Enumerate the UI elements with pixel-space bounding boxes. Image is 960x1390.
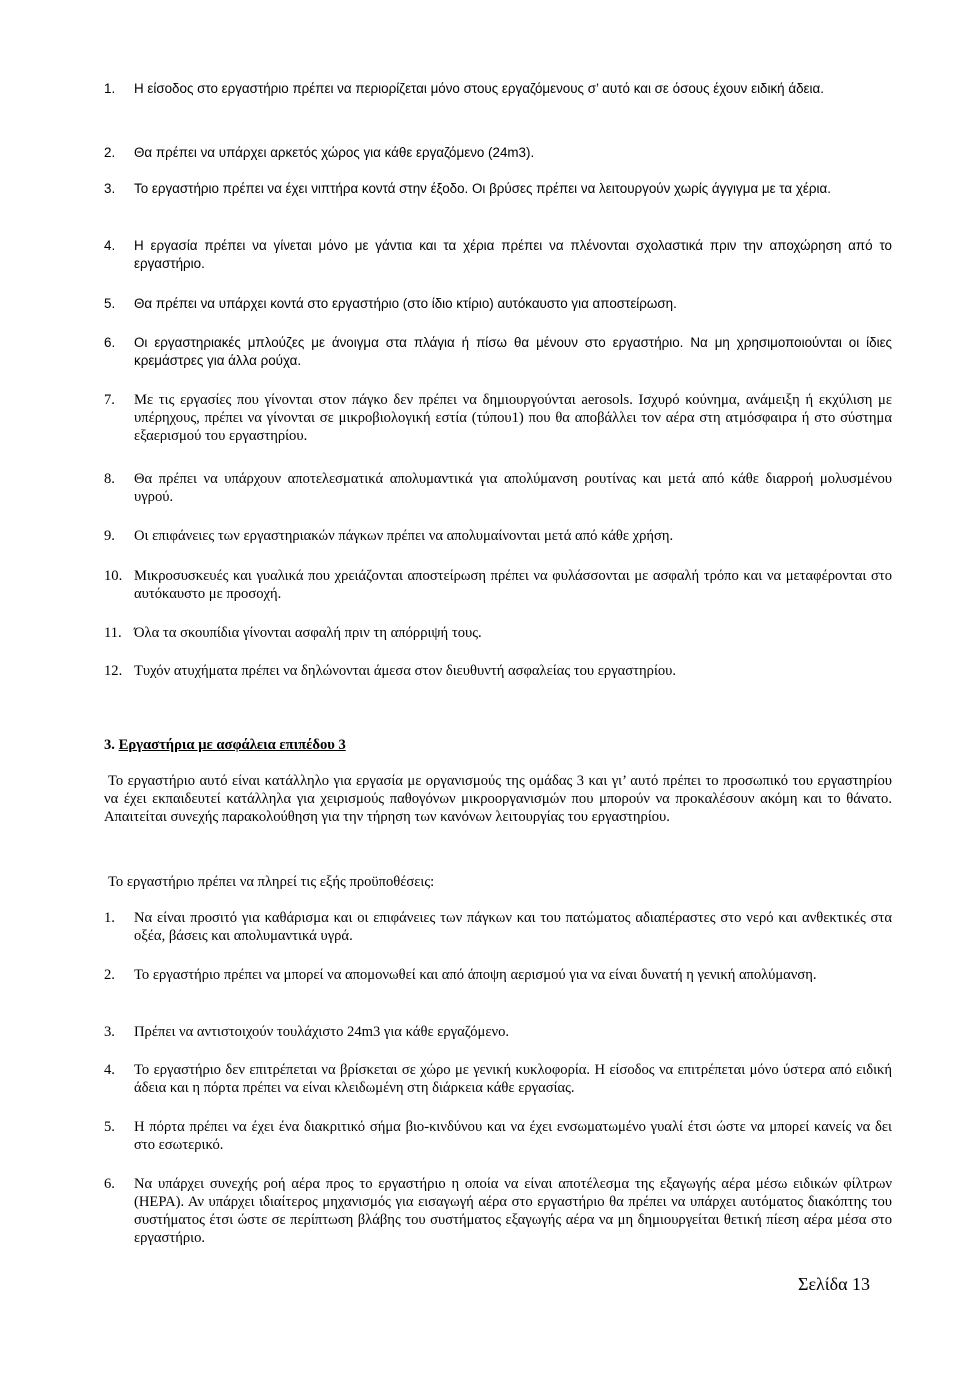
list-item	[104, 391, 892, 445]
list-number: 3.	[104, 181, 116, 196]
list-text: Θα πρέπει να υπάρχει κοντά στο εργαστήριο (στο ίδιο κτίριο) αυτόκαυστο για αποστείρωση.	[134, 296, 677, 311]
section-number: 3.	[104, 737, 115, 753]
list-text: Να είναι προσιτό για καθάρισμα και οι επιφάνειες των πάγκων και του πατώματος αδιαπέραστες στο νερό και ανθεκτικές στα οξέα, βάσεις και απολυμαντικά υγρά.	[134, 910, 892, 944]
list-number: 5.	[104, 1119, 115, 1135]
list-text: Το εργαστήριο πρέπει να μπορεί να απομονωθεί και από άποψη αερισμού για να είναι δυνατή η γενική απολύμανση.	[134, 967, 817, 983]
list-number: 2.	[104, 967, 115, 983]
list-item	[104, 1175, 892, 1247]
list-number: 7.	[104, 392, 115, 408]
list-text: Θα πρέπει να υπάρχει αρκετός χώρος για κάθε εργαζόμενο (24m3).	[134, 145, 535, 160]
list-item	[104, 1118, 892, 1154]
section-intro: Το εργαστήριο αυτό είναι κατάλληλο για εργασία με οργανισμούς της ομάδας 3 και γι’ αυτό πρέπει το προσωπικό του εργαστηρίου να έχει εκπαιδευτεί κατάλληλα για χειρισμούς παθογόνων μικροοργανισμών που μπορούν να προκαλέσουν ακόμη και το θάνατο. Απαιτείται συνεχής παρακολούθηση για την τήρηση των κανόνων λειτουργίας του εργαστηρίου.	[104, 773, 892, 825]
list-number: 1.	[104, 81, 116, 96]
list-text: Οι εργαστηριακές μπλούζες με άνοιγμα στα πλάγια ή πίσω θα μένουν στο εργαστήριο. Να μη χρησιμοποιούνται οι ίδιες κρεμάστρες για άλλα ρούχα.	[134, 335, 892, 368]
section-title: Εργαστήρια με ασφάλεια επιπέδου 3	[118, 737, 346, 753]
list-item	[104, 909, 892, 945]
list-number: 4.	[104, 238, 116, 253]
list-text: Πρέπει να αντιστοιχούν τουλάχιστο 24m3 για κάθε εργαζόμενο.	[134, 1024, 510, 1040]
list-item	[104, 180, 892, 198]
list-number: 11.	[104, 625, 122, 641]
list-item	[104, 334, 892, 370]
list-number: 10.	[104, 568, 123, 584]
list-item	[104, 1023, 892, 1041]
list-item	[104, 624, 892, 642]
list-text: Τυχόν ατυχήματα πρέπει να δηλώνονται άμεσα στον διευθυντή ασφαλείας του εργαστηρίου.	[134, 663, 677, 679]
list-text: Οι επιφάνειες των εργαστηριακών πάγκων πρέπει να απολυμαίνονται μετά από κάθε χρήση.	[134, 528, 674, 544]
prerequisites-label: Το εργαστήριο πρέπει να πληρεί τις εξής προϋποθέσεις:	[108, 874, 435, 890]
list-text: Το εργαστήριο πρέπει να έχει νιπτήρα κοντά στην έξοδο. Οι βρύσες πρέπει να λειτουργούν χωρίς άγγιγμα με τα χέρια.	[134, 181, 831, 196]
list-text: Θα πρέπει να υπάρχουν αποτελεσματικά απολυμαντικά για απολύμανση ρουτίνας και μετά από κάθε διαρροή μολυσμένου υγρού.	[134, 471, 892, 505]
list-number: 6.	[104, 335, 116, 350]
list-item	[104, 80, 892, 98]
list-text: Μικροσυσκευές και γυαλικά που χρειάζονται αποστείρωση πρέπει να φυλάσσονται με ασφαλή τρόπο και να μεταφέρονται στο αυτόκαυστο με προσοχή.	[134, 568, 892, 602]
list-number: 5.	[104, 296, 116, 311]
list-number: 6.	[104, 1176, 115, 1192]
list-item	[104, 567, 892, 603]
list-item	[104, 662, 892, 680]
list-text: Η είσοδος στο εργαστήριο πρέπει να περιορίζεται μόνο στους εργαζόμενους σ’ αυτό και σε όσους έχουν ειδική άδεια.	[134, 81, 824, 96]
list-item	[104, 1061, 892, 1097]
list-text: Το εργαστήριο δεν επιτρέπεται να βρίσκεται σε χώρο με γενική κυκλοφορία. Η είσοδος να επιτρέπεται μόνο ύστερα από ειδική άδεια και η πόρτα πρέπει να είναι κλειδωμένη στη διάρκεια κάθε εργασίας.	[134, 1062, 892, 1096]
list-item	[104, 470, 892, 506]
list-text: Όλα τα σκουπίδια γίνονται ασφαλή πριν τη απόρριψή τους.	[134, 625, 482, 641]
page-number: Σελίδα 13	[798, 1274, 871, 1294]
list-number: 3.	[104, 1024, 115, 1040]
list-text: Η εργασία πρέπει να γίνεται μόνο με γάντια και τα χέρια πρέπει να πλένονται σχολαστικά πριν την αποχώρηση από το εργαστήριο.	[134, 238, 892, 271]
list-item	[104, 295, 892, 313]
list-item	[104, 966, 892, 984]
list-number: 9.	[104, 528, 115, 544]
list-text: Να υπάρχει συνεχής ροή αέρα προς το εργαστήριο η οποία να είναι αποτέλεσμα της εξαγωγής αέρα μέσω ειδικών φίλτρων (HEPA). Αν υπάρχει ιδιαίτερος μηχανισμός για εισαγωγή αέρα στο εργαστήριο θα πρέπει να υπάρχει αυτόματος διακόπτης του συστήματος έτσι ώστε σε περίπτωση βλάβης του συστήματος εξαγωγής αέρα να μη δημιουργείται θετική πίεση αέρα μέσα στο εργαστήριο.	[134, 1176, 892, 1246]
list-item	[104, 527, 892, 545]
list-item	[104, 144, 892, 162]
list-number: 8.	[104, 471, 115, 487]
section-heading	[104, 736, 346, 754]
list-text: Η πόρτα πρέπει να έχει ένα διακριτικό σήμα βιο-κινδύνου και να έχει ενσωματωμένο γυαλί έτσι ώστε να μπορεί κανείς να δει στο εσωτερικό.	[134, 1119, 892, 1153]
list-number: 4.	[104, 1062, 115, 1078]
list-number: 12.	[104, 663, 123, 679]
list-item	[104, 237, 892, 273]
list-number: 2.	[104, 145, 116, 160]
list-number: 1.	[104, 910, 115, 926]
list-text: Με τις εργασίες που γίνονται στον πάγκο δεν πρέπει να δημιουργούνται aerosols. Ισχυρό κούνημα, ανάμειξη ή εκχύλιση με υπέρηχους, πρέπει να γίνονται σε μικροβιολογική εστία (τύπου1) που θα αποβάλλει τον αέρα στη ατμόσφαιρα ή στο σύστημα εξαερισμού του εργαστηρίου.	[134, 392, 892, 444]
